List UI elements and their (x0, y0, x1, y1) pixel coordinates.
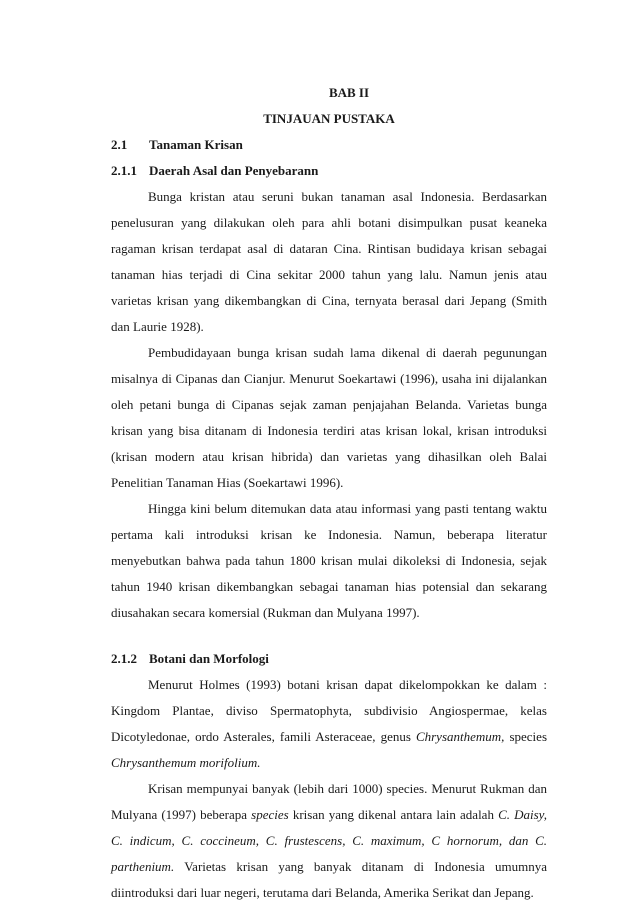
paragraph-5 (111, 776, 547, 906)
section-heading-2-1 (111, 132, 547, 158)
species-list: C. Daisy, C. indicum, C. coccineum, C. frustescens, C. maximum, C hornorum, dan C. parthenium. (111, 807, 547, 874)
paragraph-5-text-b: krisan yang dikenal antara lain adalah (288, 807, 499, 822)
paragraph-3: Hingga kini belum ditemukan data atau informasi yang pasti tentang waktu pertama kali introduksi krisan ke Indonesia. Namun, beberapa literatur menyebutkan bahwa pada tahun 1800 krisan mulai dikoleksi di Indonesia, sejak tahun 1940 krisan dikembangkan sebagai tanaman hias potensial dan sekarang diusahakan secara komersial (Rukman dan Mulyana 1997). (111, 501, 547, 620)
section-number: 2.1 (111, 137, 128, 152)
section-number: 2.1.1 (111, 163, 137, 178)
page-content (111, 80, 547, 906)
section-number: 2.1.2 (111, 651, 137, 666)
section-title: Tanaman Krisan (149, 137, 243, 152)
section-heading-2-1-1 (111, 158, 547, 184)
paragraph-5-text-c: Varietas krisan yang banyak ditanam di Indonesia umumnya diintroduksi dari luar negeri, terutama dari Belanda, Amerika Serikat dan Jepang. (111, 859, 547, 900)
paragraph-2: Pembudidayaan bunga krisan sudah lama dikenal di daerah pegunungan misalnya di Cipanas dan Cianjur. Menurut Soekartawi (1996), usaha ini dijalankan oleh petani bunga di Cipanas sejak zaman penjajahan Belanda. Varietas bunga krisan yang bisa ditanam di Indonesia terdiri atas krisan lokal, krisan introduksi (krisan modern atau krisan hibrida) dan varietas yang dihasilkan oleh Balai Penelitian Tanaman Hias (Soekartawi 1996). (111, 345, 547, 490)
paragraph-1: Bunga kristan atau seruni bukan tanaman asal Indonesia. Berdasarkan penelusuran yang dilakukan oleh para ahli botani disimpulkan pusat keaneka ragaman krisan terdapat asal di dataran Cina. Rintisan budidaya krisan sebagai tanaman hias terjadi di Cina sekitar 2000 tahun yang lalu. Namun jenis atau varietas krisan yang dikembangkan di Cina, ternyata berasal dari Jepang (Smith dan Laurie 1928). (111, 189, 547, 334)
species-name: Chrysanthemum morifolium. (111, 755, 261, 770)
section-title: Botani dan Morfologi (149, 651, 269, 666)
section-heading-2-1-2 (111, 646, 547, 672)
chapter-label: BAB II (328, 85, 370, 100)
paragraph-4-text-b: species (504, 729, 548, 744)
paragraph-5-text-a: Krisan mempunyai banyak (lebih dari 1000) species. Menurut Rukman dan Mulyana (1997) beberapa (111, 781, 547, 822)
section-spacer (111, 626, 547, 646)
genus-name: Chrysanthemum, (415, 729, 505, 744)
species-word: species (251, 807, 289, 822)
chapter-title: TINJAUAN PUSTAKA (263, 111, 395, 126)
paragraph-4 (111, 672, 547, 776)
paragraph-4-text-a: Menurut Holmes (1993) botani krisan dapat dikelompokkan ke dalam : Kingdom Plantae, diviso Spermatophyta, subdivisio Angiospermae, kelas Dicotyledonae, ordo Asterales, famili Asteraceae, genus (111, 677, 547, 744)
section-title: Daerah Asal dan Penyebarann (149, 163, 319, 178)
